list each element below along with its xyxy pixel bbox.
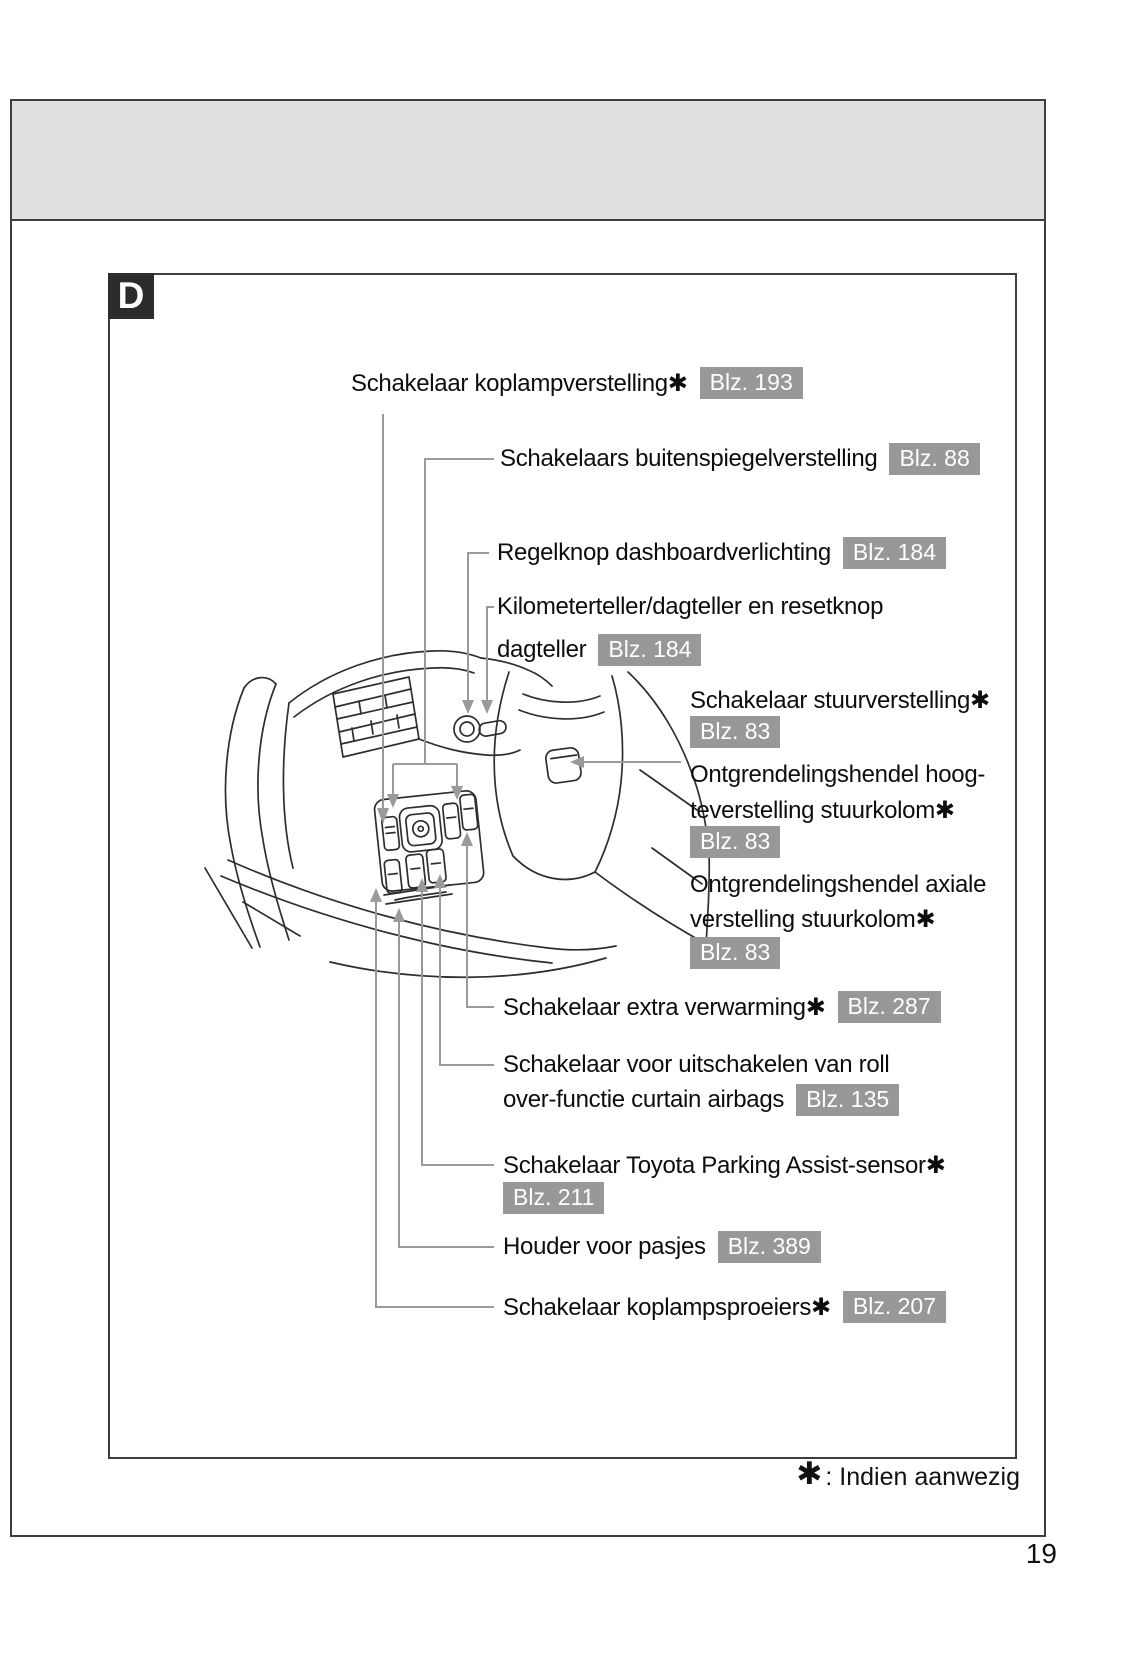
label-text: dagteller bbox=[497, 636, 587, 663]
label-hoogteverstelling-line1 bbox=[690, 758, 985, 792]
label-koplampverstelling bbox=[351, 366, 803, 400]
label-text: teverstelling stuurkolom✱ bbox=[690, 796, 955, 824]
label-parking-assist-badge bbox=[503, 1181, 604, 1215]
page-ref-badge: Blz. 184 bbox=[843, 537, 946, 569]
label-stuurverstelling bbox=[690, 683, 990, 717]
label-text: Houder voor pasjes bbox=[503, 1233, 706, 1260]
label-text: Schakelaar koplampsproeiers✱ bbox=[503, 1293, 831, 1321]
header-bar bbox=[12, 101, 1044, 221]
page-ref-badge: Blz. 287 bbox=[838, 991, 941, 1023]
label-axiale-line2 bbox=[690, 902, 935, 936]
label-text: Ontgrendelingshendel hoog- bbox=[690, 761, 986, 788]
label-axiale-badge bbox=[690, 936, 780, 970]
label-hoogteverstelling-line2 bbox=[690, 793, 955, 827]
label-houder-pasjes bbox=[503, 1230, 821, 1264]
label-text: Schakelaar extra verwarming✱ bbox=[503, 993, 826, 1021]
section-tab-d: D bbox=[108, 273, 154, 319]
label-text: Schakelaar Toyota Parking Assist-sensor✱ bbox=[503, 1151, 946, 1179]
page-number: 19 bbox=[1025, 1538, 1057, 1569]
page-ref-badge: Blz. 193 bbox=[700, 367, 803, 399]
label-text: Schakelaars buitenspiegelverstelling bbox=[500, 445, 878, 472]
page-ref-badge: Blz. 83 bbox=[690, 937, 780, 969]
footnote-star: ✱ bbox=[796, 1456, 823, 1491]
label-extra-verwarming bbox=[503, 990, 941, 1024]
label-text: Schakelaar koplampverstelling✱ bbox=[351, 369, 688, 397]
label-text: over-functie curtain airbags bbox=[503, 1086, 785, 1113]
label-kilometerteller-line2 bbox=[497, 633, 701, 667]
label-rollover-line1 bbox=[503, 1048, 889, 1082]
page-ref-badge: Blz. 83 bbox=[690, 826, 780, 858]
label-text: Regelknop dashboardverlichting bbox=[497, 539, 831, 566]
page-ref-badge: Blz. 135 bbox=[796, 1084, 899, 1116]
label-koplampsproeiers bbox=[503, 1290, 946, 1324]
label-text: Schakelaar voor uitschakelen van roll bbox=[503, 1051, 890, 1078]
page-ref-badge: Blz. 83 bbox=[690, 716, 780, 748]
footnote-text: : Indien aanwezig bbox=[825, 1462, 1020, 1491]
label-dashboardverlichting bbox=[497, 536, 946, 570]
footnote bbox=[796, 1458, 1020, 1496]
label-parking-assist bbox=[503, 1148, 946, 1182]
label-text: Schakelaar stuurverstelling✱ bbox=[690, 686, 990, 714]
label-kilometerteller-line1 bbox=[497, 590, 883, 624]
label-stuurverstelling-badge bbox=[690, 715, 780, 749]
page-ref-badge: Blz. 389 bbox=[718, 1231, 821, 1263]
label-rollover-line2 bbox=[503, 1083, 899, 1117]
label-hoogteverstelling-badge bbox=[690, 825, 780, 859]
page-ref-badge: Blz. 184 bbox=[598, 634, 701, 666]
label-axiale-line1 bbox=[690, 868, 986, 902]
label-buitenspiegelverstelling bbox=[500, 442, 980, 476]
page-ref-badge: Blz. 207 bbox=[843, 1291, 946, 1323]
label-text: Ontgrendelingshendel axiale bbox=[690, 871, 987, 898]
page-ref-badge: Blz. 211 bbox=[503, 1182, 604, 1214]
label-text: Kilometerteller/dagteller en resetknop bbox=[497, 593, 884, 620]
page-ref-badge: Blz. 88 bbox=[889, 443, 979, 475]
label-text: verstelling stuurkolom✱ bbox=[690, 905, 936, 933]
